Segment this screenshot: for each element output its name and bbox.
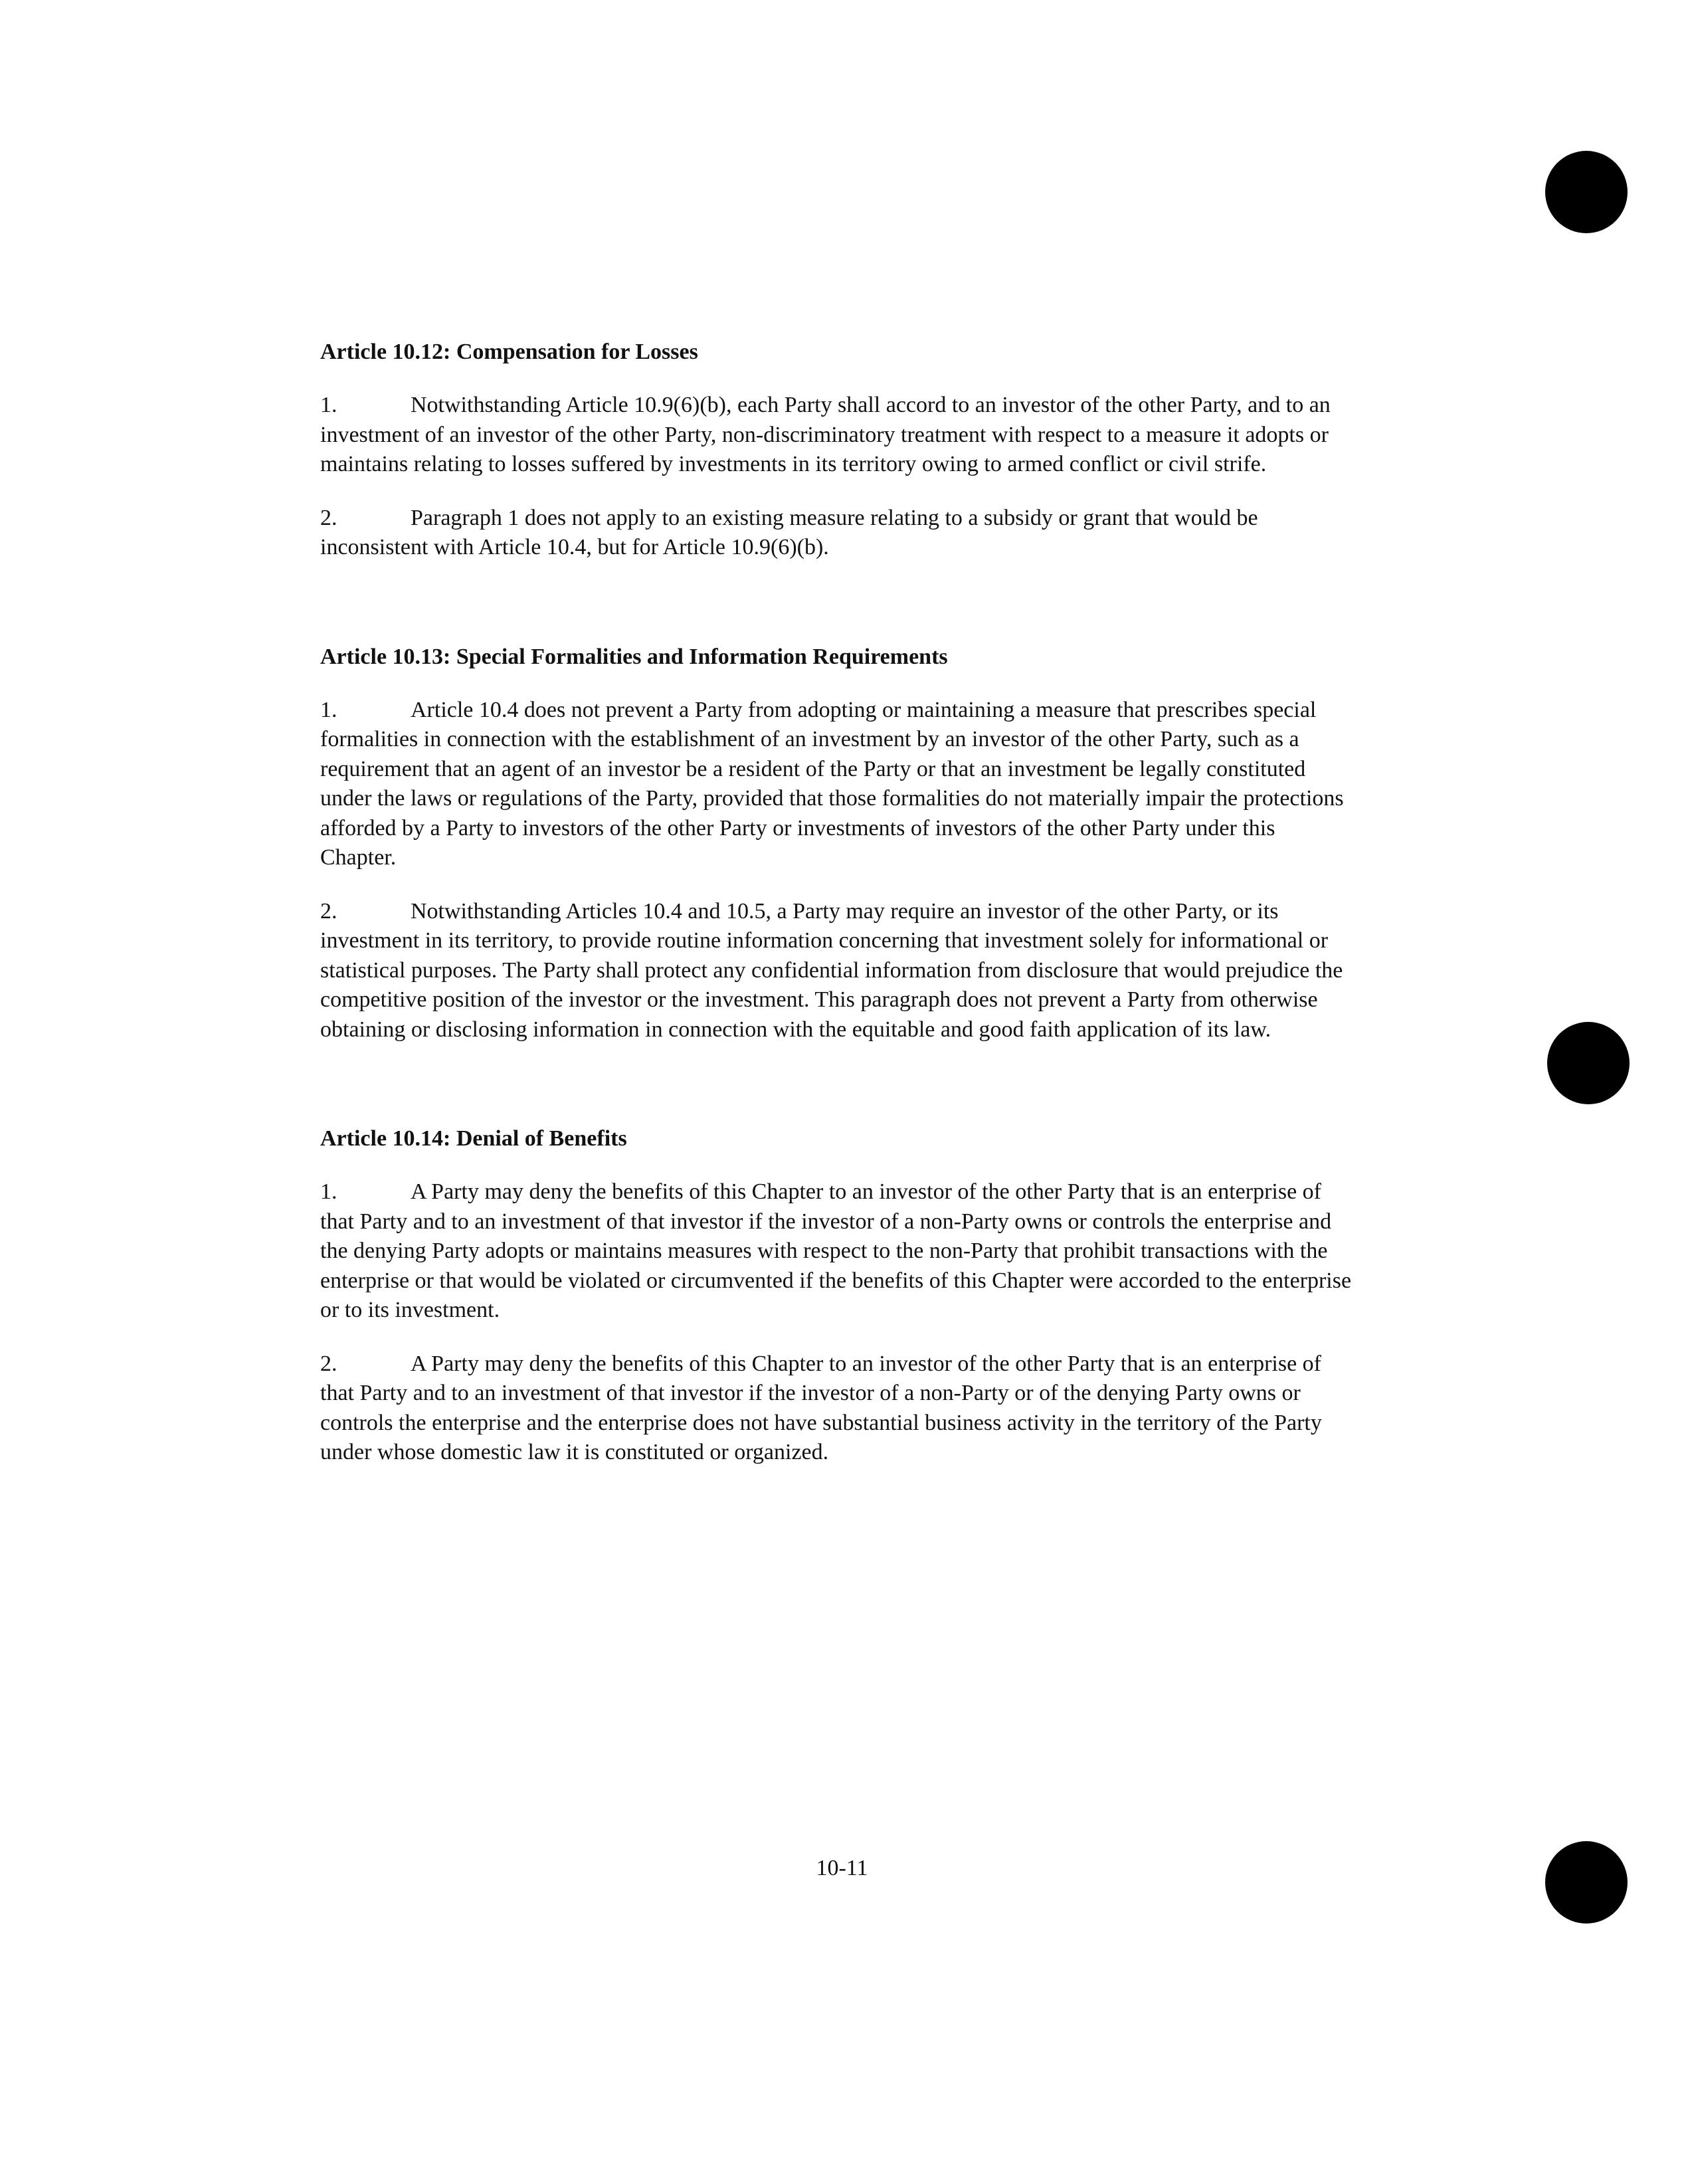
article-heading: Article 10.12: Compensation for Losses xyxy=(320,340,698,364)
article-paragraph xyxy=(320,391,1357,480)
paragraph-text: A Party may deny the benefits of this Chapter to an investor of the other Party that is an enterprise of that Party and to an investment of that investor if the investor of a non-Party owns or controls the enterprise and the denying Party adopts or maintains measures with respect to the non-Party that prohibit transactions with the enterprise or that would be violated or circumvented if the benefits of this Chapter were accorded to the enterprise or to its investment. xyxy=(320,1179,1352,1322)
article-10-13 xyxy=(320,643,1357,1045)
article-paragraph xyxy=(320,897,1357,1045)
article-heading: Article 10.14: Denial of Benefits xyxy=(320,1126,627,1151)
article-paragraph xyxy=(320,696,1357,873)
paragraph-number: 1. xyxy=(320,697,337,722)
page-number: 10-11 xyxy=(816,1856,868,1880)
article-paragraph xyxy=(320,1177,1357,1326)
article-10-12 xyxy=(320,338,1357,563)
paragraph-text: Paragraph 1 does not apply to an existing measure relating to a subsidy or grant that would be inconsistent with Article 10.4, but for Article 10.9(6)(b). xyxy=(320,505,1258,559)
paragraph-text: A Party may deny the benefits of this Chapter to an investor of the other Party that is an enterprise of that Party and to an investment of that investor if the investor of a non-Party or of the denying Party owns or controls the enterprise and the enterprise does not have substantial business activity in the territory of the Party under whose domestic law it is constituted or organized. xyxy=(320,1351,1322,1464)
article-paragraph xyxy=(320,1349,1357,1468)
paragraph-number: 2. xyxy=(320,898,337,924)
article-heading: Article 10.13: Special Formalities and Information Requirements xyxy=(320,644,948,669)
paragraph-text: Notwithstanding Article 10.9(6)(b), each Party shall accord to an investor of the other Party, and to an investment of an investor of the other Party, non-discriminatory treatment with respect to a measure it adopts or maintains relating to losses suffered by investments in its territory owing to armed conflict or civil strife. xyxy=(320,393,1331,476)
punch-hole-middle xyxy=(1547,1022,1630,1104)
paragraph-number: 2. xyxy=(320,1351,337,1376)
document-body xyxy=(320,338,1357,1547)
paragraph-number: 1. xyxy=(320,393,337,417)
paragraph-text: Article 10.4 does not prevent a Party from adopting or maintaining a measure that prescribes special formalities in connection with the establishment of an investment by an investor of the other Party, such as a requirement that an agent of an investor be a resident of the Party or that an investment be legally constituted under the laws or regulations of the Party, provided that those formalities do not materially impair the protections afforded by a Party to investors of the other Party or investments of investors of the other Party under this Chapter. xyxy=(320,697,1344,870)
article-10-14 xyxy=(320,1124,1357,1468)
paragraph-text: Notwithstanding Articles 10.4 and 10.5, a Party may require an investor of the other Party, or its investment in its territory, to provide routine information concerning that investment solely for informational or statistical purposes. The Party shall protect any confidential information from disclosure that would prejudice the competitive position of the investor or the investment. This paragraph does not prevent a Party from otherwise obtaining or disclosing information in connection with the equitable and good faith application of its law. xyxy=(320,898,1343,1042)
paragraph-number: 1. xyxy=(320,1179,337,1204)
article-paragraph xyxy=(320,504,1357,563)
paragraph-number: 2. xyxy=(320,505,337,530)
punch-hole-top xyxy=(1545,151,1628,233)
